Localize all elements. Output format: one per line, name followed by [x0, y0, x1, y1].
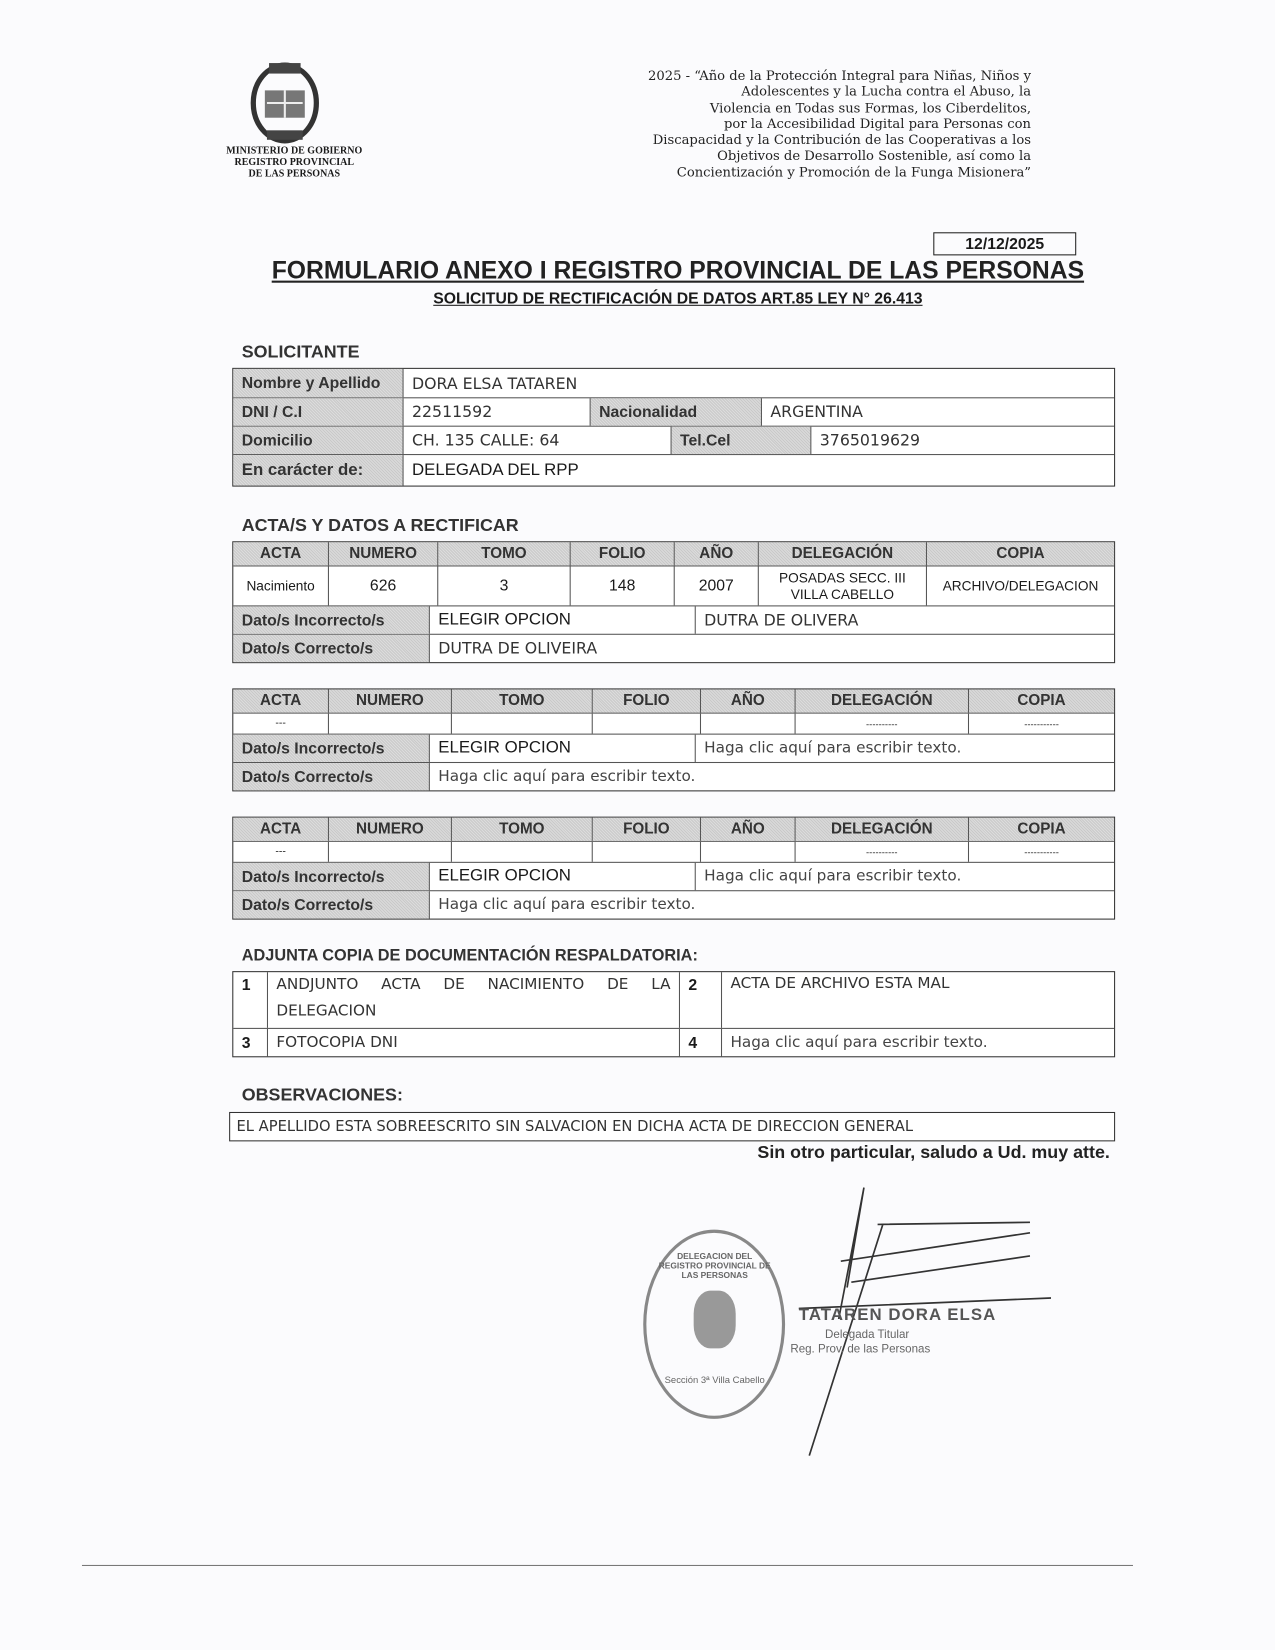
- acta-delegacion[interactable]: ----------: [795, 842, 968, 862]
- dni-label: DNI / C.I: [233, 398, 402, 425]
- observaciones-field[interactable]: EL APELLIDO ESTA SOBREESCRITO SIN SALVACION EN DICHA ACTA DE DIRECCION GENERAL: [229, 1112, 1115, 1141]
- incorrect-label: Dato/s Incorrecto/s: [233, 735, 428, 762]
- correct-field[interactable]: Haga clic aquí para escribir texto.: [429, 763, 1114, 790]
- acta-numero[interactable]: [328, 842, 451, 862]
- attachment-number: 4: [679, 1029, 721, 1056]
- solicitante-table: [232, 368, 1115, 487]
- acta-table-2: [232, 688, 1115, 791]
- ministry-line: DE LAS PERSONAS: [248, 169, 341, 180]
- attachments-table: [232, 971, 1115, 1057]
- date-field[interactable]: 12/12/2025: [933, 232, 1076, 255]
- attachment-field[interactable]: ANDJUNTO ACTA DE NACIMIENTO DE LA DELEGACION: [267, 972, 679, 1028]
- col-copia: COPIA: [968, 818, 1114, 841]
- acta-table-1: [232, 541, 1115, 663]
- attachment-number: 3: [241, 1033, 251, 1052]
- incorrect-field[interactable]: Haga clic aquí para escribir texto.: [695, 735, 1114, 762]
- col-numero: NUMERO: [328, 542, 437, 565]
- acta-folio[interactable]: [592, 714, 700, 734]
- acta-type[interactable]: ---: [275, 846, 286, 858]
- incorrect-label: Dato/s Incorrecto/s: [233, 606, 428, 633]
- incorrect-option-select[interactable]: ELEGIR OPCION: [429, 606, 695, 633]
- col-anio: AÑO: [674, 542, 758, 565]
- dni-field[interactable]: 22511592: [403, 398, 590, 425]
- form-title: FORMULARIO ANEXO I REGISTRO PROVINCIAL DE LAS PERSONAS: [271, 256, 1085, 284]
- signature-role: Delegada Titular: [825, 1328, 910, 1342]
- col-acta: ACTA: [233, 689, 328, 712]
- correct-label: Dato/s Correcto/s: [233, 891, 428, 918]
- incorrect-option-select[interactable]: ELEGIR OPCION: [429, 735, 695, 762]
- attachment-number: 2: [679, 972, 721, 1028]
- ministry-line: REGISTRO PROVINCIAL: [234, 157, 355, 169]
- stamp-emblem: [694, 1291, 736, 1349]
- col-anio: AÑO: [700, 818, 795, 841]
- phone-label: Tel.Cel: [671, 427, 811, 454]
- col-anio: AÑO: [700, 689, 795, 712]
- col-acta: ACTA: [233, 818, 328, 841]
- acta-copia[interactable]: ARCHIVO/DELEGACION: [926, 566, 1114, 605]
- role-label: En carácter de:: [233, 455, 402, 485]
- actas-heading: ACTA/S Y DATOS A RECTIFICAR: [241, 514, 519, 535]
- acta-numero[interactable]: [328, 714, 451, 734]
- acta-table-3: [232, 817, 1115, 920]
- acta-folio[interactable]: [592, 842, 700, 862]
- stamp-text: DELEGACION DEL REGISTRO PROVINCIAL DE LAS PERSONAS: [658, 1251, 771, 1281]
- attachment-field[interactable]: FOTOCOPIA DNI: [267, 1029, 679, 1056]
- phone-field[interactable]: 3765019629: [810, 427, 1114, 454]
- col-tomo: TOMO: [451, 689, 592, 712]
- form-subtitle: SOLICITUD DE RECTIFICACIÓN DE DATOS ART.85 LEY N° 26.413: [433, 290, 923, 308]
- incorrect-field[interactable]: DUTRA DE OLIVERA: [695, 606, 1114, 633]
- provincial-seal-logo: [242, 61, 328, 145]
- acta-copia[interactable]: -----------: [968, 714, 1114, 734]
- ministry-line: MINISTERIO DE GOBIERNO: [226, 146, 363, 157]
- acta-anio[interactable]: [700, 842, 795, 862]
- signature-name: TATAREN DORA ELSA: [798, 1306, 997, 1325]
- solicitante-heading: SOLICITANTE: [241, 341, 360, 362]
- acta-anio[interactable]: 2007: [674, 566, 758, 605]
- role-field[interactable]: DELEGADA DEL RPP: [403, 455, 1115, 485]
- correct-label: Dato/s Correcto/s: [233, 635, 428, 662]
- nationality-label: Nacionalidad: [590, 398, 761, 425]
- attachment-number: 1: [241, 976, 251, 995]
- acta-delegacion[interactable]: [758, 566, 926, 605]
- acta-folio[interactable]: 148: [570, 566, 674, 605]
- observaciones-heading: OBSERVACIONES:: [241, 1084, 403, 1105]
- col-folio: FOLIO: [592, 818, 700, 841]
- address-label: Domicilio: [233, 427, 402, 454]
- acta-tomo[interactable]: [451, 714, 592, 734]
- incorrect-label: Dato/s Incorrecto/s: [233, 863, 428, 890]
- col-acta: ACTA: [233, 542, 328, 565]
- col-copia: COPIA: [968, 689, 1114, 712]
- col-numero: NUMERO: [328, 818, 451, 841]
- attachment-field[interactable]: ACTA DE ARCHIVO ESTA MAL: [721, 972, 1114, 1028]
- bottom-border: [82, 1565, 1133, 1566]
- attachment-field[interactable]: Haga clic aquí para escribir texto.: [721, 1029, 1114, 1056]
- col-tomo: TOMO: [437, 542, 569, 565]
- signature-org: Reg. Prov. de las Personas: [790, 1343, 931, 1356]
- acta-numero[interactable]: 626: [328, 566, 437, 605]
- address-field[interactable]: CH. 135 CALLE: 64: [403, 427, 671, 454]
- incorrect-option-select[interactable]: ELEGIR OPCION: [429, 863, 695, 890]
- delegacion-line: POSADAS SECC. III: [778, 569, 906, 585]
- acta-tomo[interactable]: [451, 842, 592, 862]
- official-stamp: [643, 1230, 785, 1419]
- col-folio: FOLIO: [570, 542, 674, 565]
- incorrect-field[interactable]: Haga clic aquí para escribir texto.: [695, 863, 1114, 890]
- col-delegacion: DELEGACIÓN: [758, 542, 926, 565]
- adjunta-heading: ADJUNTA COPIA DE DOCUMENTACIÓN RESPALDATORIA:: [241, 946, 698, 965]
- ministry-label: [215, 146, 373, 181]
- acta-copia[interactable]: -----------: [968, 842, 1114, 862]
- correct-field[interactable]: DUTRA DE OLIVEIRA: [429, 635, 1114, 662]
- col-delegacion: DELEGACIÓN: [795, 689, 968, 712]
- nationality-field[interactable]: ARGENTINA: [761, 398, 1114, 425]
- col-copia: COPIA: [926, 542, 1114, 565]
- year-motto: 2025 - “Año de la Protección Integral para Niñas, Niños y Adolescentes y la Lucha contra el Abuso, la Violencia en Todas sus Formas, los Ciberdelitos, por la Accesibilidad Digital para Personas con Discapacidad y la Contribución de las Cooperativas a los Objetivos de Desarrollo Sostenible, así como la Concientización y Promoción de la Funga Misionera”: [647, 67, 1032, 180]
- name-field[interactable]: DORA ELSA TATAREN: [403, 369, 1115, 397]
- correct-label: Dato/s Correcto/s: [233, 763, 428, 790]
- name-label: Nombre y Apellido: [233, 369, 402, 397]
- acta-type[interactable]: Nacimiento: [246, 578, 315, 594]
- closing-text: Sin otro particular, saludo a Ud. muy atte.: [757, 1142, 1110, 1163]
- delegacion-line: VILLA CABELLO: [790, 585, 895, 602]
- col-delegacion: DELEGACIÓN: [795, 818, 968, 841]
- stamp-text: Sección 3ª Villa Cabello: [664, 1374, 765, 1386]
- col-folio: FOLIO: [592, 689, 700, 712]
- acta-tomo[interactable]: 3: [437, 566, 569, 605]
- acta-delegacion[interactable]: ----------: [795, 714, 968, 734]
- acta-anio[interactable]: [700, 714, 795, 734]
- col-tomo: TOMO: [451, 818, 592, 841]
- col-numero: NUMERO: [328, 689, 451, 712]
- correct-field[interactable]: Haga clic aquí para escribir texto.: [429, 891, 1114, 918]
- acta-type[interactable]: ---: [275, 717, 286, 730]
